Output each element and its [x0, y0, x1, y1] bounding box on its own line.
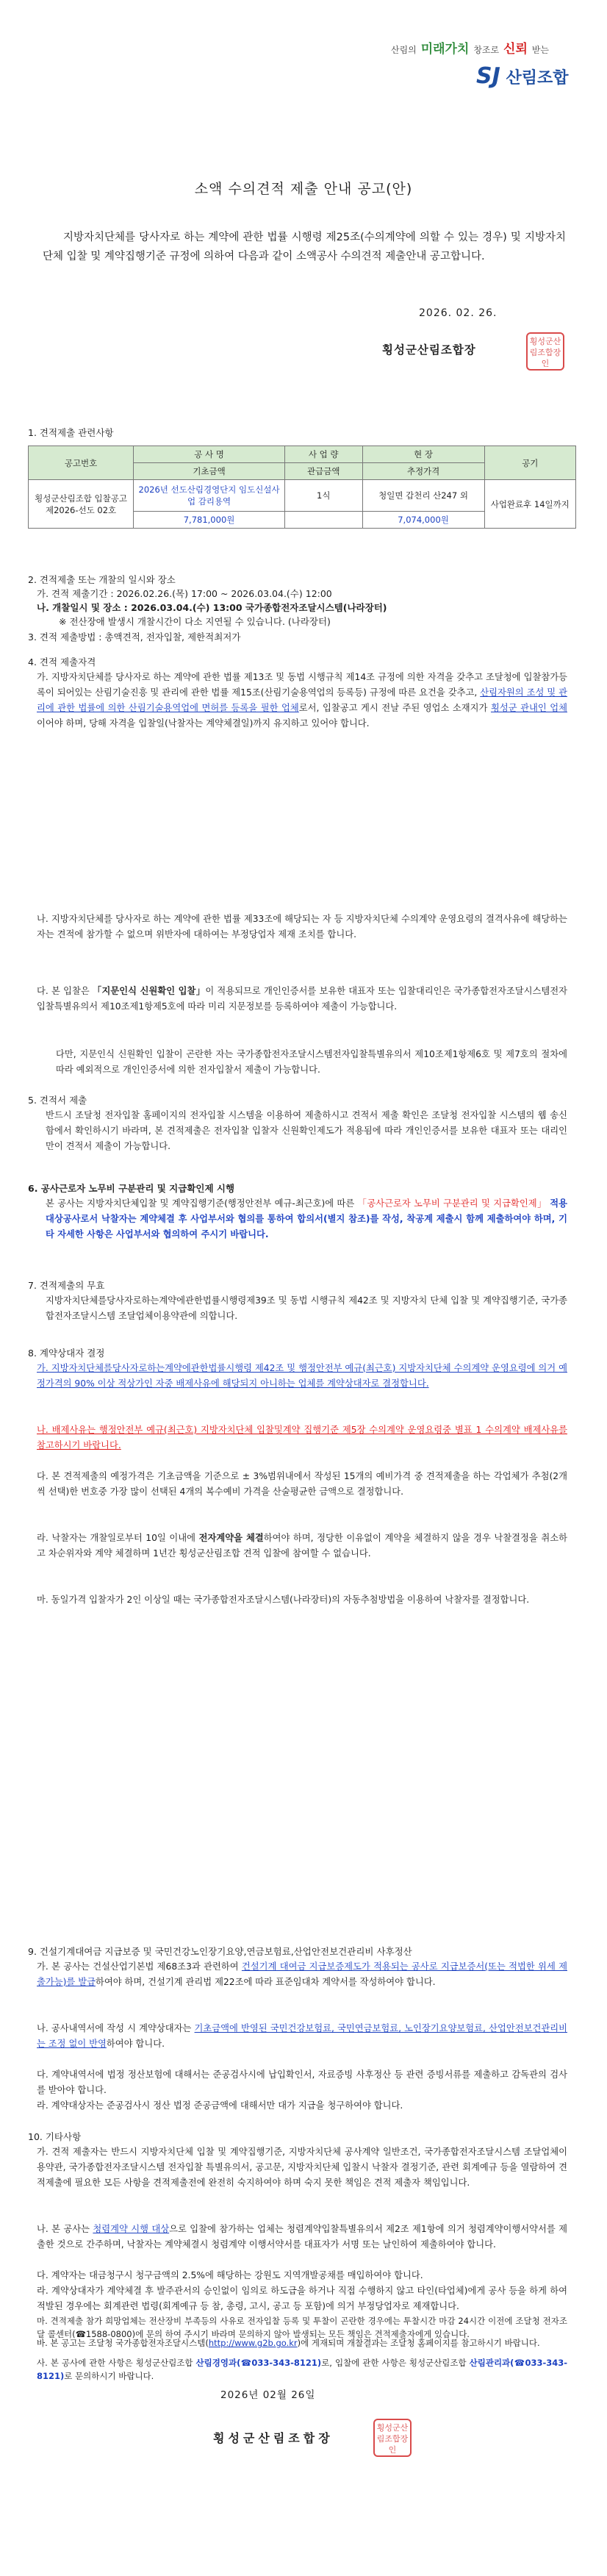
table-cell: 횡성군산림조합 입찰공고 제2026-선도 02호	[29, 480, 134, 529]
col-header: 관급금액	[284, 463, 362, 480]
section-3: 3. 견적 제출방법 : 총액견적, 전자입찰, 제한적최저가	[28, 632, 241, 643]
section-2-item: 가. 견적 제출기간 : 2026.02.26.(목) 17:00 ~ 2026.03.04.(수) 12:00	[37, 588, 332, 599]
slogan-text: 받는	[531, 45, 549, 55]
section-4-item: 가. 지방자치단체를 당사자로 하는 계약에 관한 법률 제13조 및 동법 시행규칙 제14조 규정에 의한 자격을 갖추고 조달청에 입찰참가등록이 되어있는 산림기술진흥 및 관리에 관한 법률 제15조(산림기술용역업의 등록등) 규정에 따른 요건을 갖추고, 산림자원의 조성 및 관리에 관한 법률에 의한 산림기술용역업에 면허를 등록을 필한 업체로서, 입찰공고 게시 전날 주된 영업소 소재지가 횡성군 관내인 업체이어야 하며, 당해 자격을 입찰일(낙찰자는 계약체결일)까지 유지하고 있어야 합니다.	[37, 672, 567, 729]
section-2-heading: 2. 견적제출 또는 개찰의 일시와 장소	[28, 574, 176, 585]
table-cell: 7,781,000원	[134, 512, 285, 529]
logo	[476, 63, 568, 89]
g2b-link[interactable]: http://www.g2b.go.kr	[208, 2338, 298, 2348]
section-8-item: 다. 본 견적제출의 예정가격은 기초금액을 기준으로 ± 3%범위내에서 작성된 15개의 예비가격 중 견적제출을 하는 각업체가 추첨(2개씩 선택)한 번호중 가장 많이 선택된 4개의 복수예비 가격을 산술평균한 금액으로 결정합니다.	[37, 1471, 567, 1497]
org-name: 횡성군산림조합장	[382, 343, 476, 357]
slogan-text: 산림의	[391, 45, 417, 55]
seal-stamp-icon: 횡성군산림조합장인	[373, 2419, 412, 2457]
section-7-heading: 7. 견적제출의 무효	[28, 1280, 105, 1291]
section-9-item: 나. 공사내역서에 작성 시 계약상대자는 기초금액에 반영된 국민건강보험료, 국민연금보험료, 노인장기요양보험료, 산업안전보건관리비는 조정 없이 반영하여야 합니다.	[37, 2023, 567, 2049]
footer-org: 횡성군산림조합장	[213, 2431, 334, 2445]
table-cell: 7,074,000원	[362, 512, 484, 529]
table-cell: 사업완료후 14일까지	[484, 480, 575, 529]
section-8-item: 가. 지방자치단체를당사자로하는계약에관한법률시행령 제42조 및 행정안전부 예규(최근호) 지방자치단체 수의계약 운영요령에 의거 예정가격의 90% 이상 적상가인 자중 배제사유에 해당되지 아니하는 업체를 계약상대자로 결정합니다.	[37, 1363, 567, 1389]
section-4-heading: 4. 견적 제출자격	[28, 656, 96, 668]
section-5-heading: 5. 견적서 제출	[28, 1095, 87, 1106]
col-header: 공고번호	[29, 446, 134, 480]
slogan-highlight: 미래가치	[420, 42, 470, 57]
seal-stamp-icon: 횡성군산림조합장인	[526, 332, 564, 371]
section-10-item: 다. 계약자는 대금청구시 청구금액의 2.5%에 해당하는 강원도 지역개발공채를 매입하여야 합니다.	[37, 2270, 423, 2280]
table-cell: 1식	[284, 480, 362, 512]
section-8-item: 마. 동일가격 입찰자가 2인 이상일 때는 국가종합전자조달시스템(나라장터)의 자동추첨방법을 이용하여 낙찰자를 결정합니다.	[37, 1595, 530, 1605]
section-4-note: 다만, 지문인식 신원확인 입찰이 곤란한 자는 국가종합전자조달시스템전자입찰특별유의서 제10조제1항제6호 및 제7호의 절차에 따라 예외적으로 개인인증서에 의한 전자입찰서 제출이 가능합니다.	[56, 1049, 567, 1075]
section-4-item: 나. 지방자치단체를 당사자로 하는 계약에 관한 법률 제33조에 해당되는 자 등 지방자치단체 수의계약 운영요령의 결격사유에 해당하는 자는 견적에 참가할 수 없으며 위반자에 대하여는 부정당업자 제재 조치를 합니다.	[37, 914, 567, 940]
section-6-heading: 6. 공사근로자 노무비 구분관리 및 지급확인제 시행	[28, 1183, 235, 1194]
header-slogan	[391, 38, 549, 57]
section-1-heading: 1. 견적제출 관련사항	[28, 427, 114, 438]
section-9-item: 다. 계약내역서에 법정 정산보험에 대해서는 준공검사시에 납입확인서, 자료증빙 사후정산 등 관련 증빙서류를 제출하고 감독관의 검사를 받아야 합니다.	[37, 2069, 567, 2095]
col-header: 사 업 량	[284, 446, 362, 463]
section-8-heading: 8. 계약상대자 결정	[28, 1348, 105, 1359]
logo-text: 산림조합	[506, 69, 569, 87]
section-9-item: 라. 계약대상자는 준공검사시 정산 법정 준공금액에 대해서만 대가 지급을 청구하여야 합니다.	[37, 2100, 403, 2111]
section-10-item: 라. 계약상대자가 계약체결 후 발주관서의 승인없이 임의로 하도급을 하거나 직접 수행하지 않고 타인(타업체)에게 공사 등을 하게 하여 적발된 경우에는 회계관련 법령(회계예규 등 참, 총령, 고시, 공고 등 포함)에 의거 부정당업자로 제재합니다.	[37, 2286, 567, 2311]
intro-paragraph: 지방자치단체를 당사자로 하는 계약에 관한 법률 시행령 제25조(수의계약에 의할 수 있는 경우) 및 지방자치단체 입찰 및 계약집행기준 규정에 의하여 다음과 같이 소액공사 수의견적 제출안내 공고합니다.	[43, 232, 566, 262]
page-title: 소액 수의견적 제출 안내 공고(안)	[194, 181, 413, 197]
col-header: 기초금액	[134, 463, 285, 480]
section-2-note: ※ 전산장애 발생시 개찰시간이 다소 지연될 수 있습니다. (나라장터)	[59, 616, 331, 627]
slogan-text: 창조로	[473, 45, 500, 55]
section-10-item: 마. 견적제출 참가 희망업체는 전산장비 부족등의 사유로 전자입찰 등록 및 투찰이 곤란한 경우에는 투찰시간 마감 24시간 이전에 조달청 전자조달 콜센터(☎1588-0800)에 문의 하여 주시기 바라며 문의하지 않아 발생되는 모든 책임은 견적제출자에게 있습니다.	[37, 2316, 567, 2339]
table-cell	[284, 512, 362, 529]
section-10-heading: 10. 기타사항	[28, 2131, 82, 2142]
table-cell: 청일면 갑천리 산247 외	[362, 480, 484, 512]
slogan-highlight: 신뢰	[503, 42, 528, 57]
bid-info-table	[28, 446, 576, 529]
section-5-text: 반드시 조달청 전자입찰 홈페이지의 전자입찰 시스템을 이용하여 제출하시고 견적서 제출 확인은 조달청 전자입찰 시스템의 웹 송신함에서 확인하시기 바라며, 본 견적제출은 전자입찰 입찰자 신원확인제도가 적용됨에 따라 개인인증서를 보유한 대표자 또는 대리인만이 견적서 제출이 가능합니다.	[46, 1110, 567, 1151]
section-8-item: 나. 배제사유는 행정안전부 예규(최근호) 지방자치단체 입찰및계약 집행기준 제5장 수의계약 운영요령중 별표 1 수의계약 배제사유를 참고하시기 바랍니다.	[37, 1425, 567, 1450]
section-6-text: 본 공사는 지방자치단체입찰 및 계약집행기준(행정안전부 예규-최근호)에 따른 「공사근로자 노무비 구분관리 및 지급확인제」 적용 대상공사로서 낙찰자는 계약체결 후 사업부서와 협의를 통하여 합의서(별지 참조)를 작성, 착공계 제출시 함께 제출하여야 하며, 기타 자세한 사항은 사업부서와 협의하여 주시기 바랍니다.	[46, 1198, 567, 1239]
section-10-item: 가. 견적 제출자는 반드시 지방자치단체 입찰 및 계약집행기준, 지방자치단체 공사계약 일반조건, 국가종합전자조달시스템 조달업체이용약관, 국가종합전자조달시스템 전자입찰 특별유의서, 공고문, 지방자치단체 입찰시 낙찰자 결정기준, 관련 회계예규 등을 열람하여 견적제출에 필요한 모든 사항을 견적제출전에 완전히 숙지하여야 하며 숙지 못한 책임은 견적 제출자 책임입니다.	[37, 2147, 567, 2188]
sj-logo-icon: SJ	[476, 63, 500, 89]
col-header: 공 사 명	[134, 446, 285, 463]
section-8-item: 라. 낙찰자는 개찰일로부터 10일 이내에 전자계약을 체결하여야 하며, 정당한 이유없이 계약을 체결하지 않을 경우 낙찰결정을 취소하고 차순위자와 계약 체결하며 1년간 횡성군산림조합 견적 입찰에 참여할 수 없습니다.	[37, 1533, 568, 1559]
section-10-item: 바. 본 공고는 조달청 국가종합전자조달시스템(http://www.g2b.go.kr)에 게재되며 개찰결과는 조달청 홈페이지를 참고하시기 바랍니다.	[37, 2338, 540, 2348]
table-cell: 2026년 선도산림경영단지 임도신설사업 감리용역	[134, 480, 285, 512]
section-7-text: 지방자치단체를당사자로하는계약에관한법률시행령제39조 및 동법 시행규칙 제42조 및 지방자치 단체 입찰 및 계약집행기준, 국가종합전자조달시스템 조달업체이용약관에 의합니다.	[46, 1295, 567, 1321]
section-10-item: 나. 본 공사는 청렴계약 시행 대상으로 입찰에 참가하는 업체는 청렴계약입찰특별유의서 제2조 제1항에 의거 청렴계약이행서약서를 제출한 것으로 간주하며, 낙찰자는 계약체결시 청렴계약 이행서약서를 대표자가 서명 또는 날인하여 제출하여야 합니다.	[37, 2224, 567, 2250]
col-header: 공기	[484, 446, 575, 480]
section-4-item: 다. 본 입찰은 「지문인식 신원확인 입찰」이 적용되므로 개인인증서를 보유한 대표자 또는 입찰대리인은 국가종합전자조달시스템전자입찰특별유의서 제10조제1항제5호에 따라 미리 지문정보를 등록하여야 제출이 가능합니다.	[37, 986, 567, 1012]
section-10-item: 사. 본 공사에 관한 사항은 횡성군산림조합 산림경영과(☎033-343-8121)로, 입찰에 관한 사항은 횡성군산림조합 산림관리과(☎033-343-8121)로 문의하시기 바랍니다.	[37, 2358, 568, 2381]
notice-date: 2026. 02. 26.	[419, 307, 498, 319]
section-9-heading: 9. 건설기계대여금 지급보증 및 국민건강노인장기요양,연금보험료,산업안전보건관리비 사후정산	[28, 1946, 412, 1957]
col-header: 현 장	[362, 446, 484, 463]
col-header: 추정가격	[362, 463, 484, 480]
section-2-item: 나. 개찰일시 및 장소 : 2026.03.04.(수) 13:00 국가종합전자조달시스템(나라장터)	[37, 602, 387, 613]
footer-date: 2026년 02월 26일	[220, 2389, 316, 2401]
section-9-item: 가. 본 공사는 건설산업기본법 제68조3과 관련하여 건설기계 대여금 지급보증제도가 적용되는 공사로 지급보증서(또는 적법한 위세 제출가능)를 발급하여야 하며, 건설기계 관리법 제22조에 따라 표준임대차 계약서를 작성하여야 합니다.	[37, 1961, 567, 1987]
